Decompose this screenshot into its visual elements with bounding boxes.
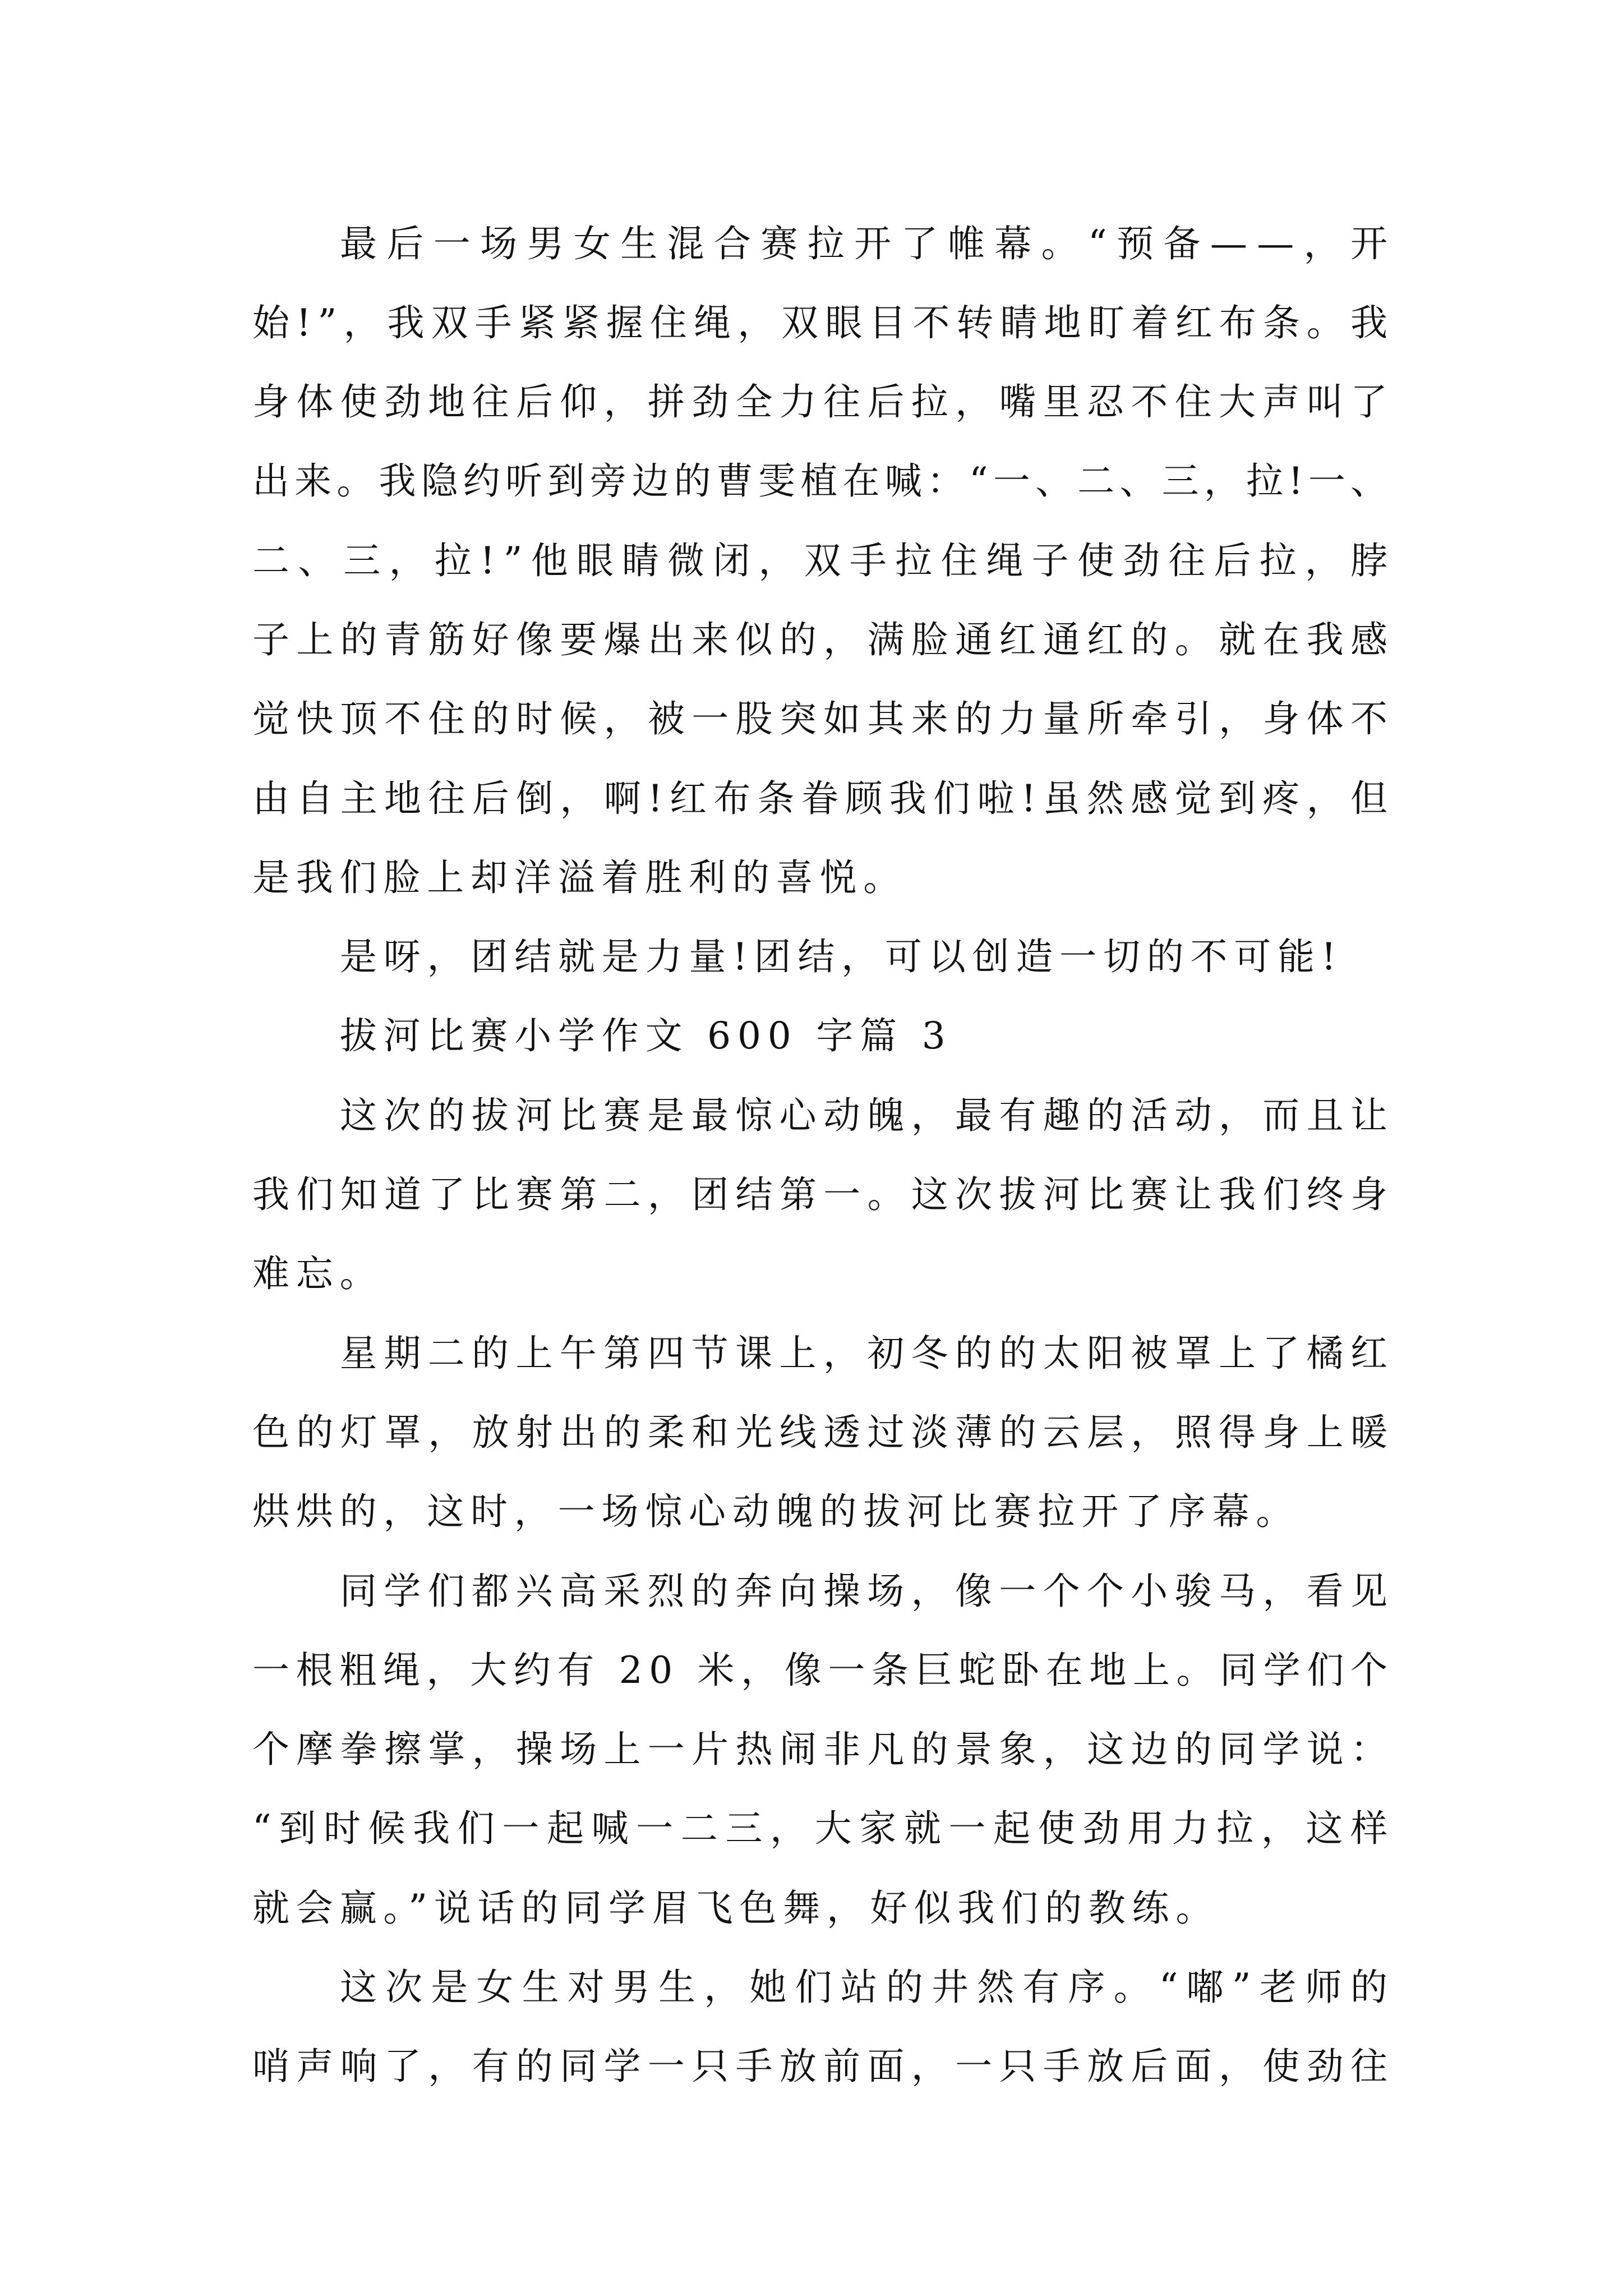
text-line: 烘烘的，这时，一场惊心动魄的拔河比赛拉开了序幕。 bbox=[252, 1490, 1300, 1534]
text-line: 星期二的上午第四节课上，初冬的的太阳被罩上了橘红 bbox=[340, 1331, 1395, 1375]
text-line: 这次的拔河比赛是最惊心动魄，最有趣的活动，而且让 bbox=[340, 1093, 1395, 1137]
text-line: 我们知道了比赛第二，团结第一。这次拔河比赛让我们终身 bbox=[252, 1173, 1395, 1217]
text-line: 色的灯罩，放射出的柔和光线透过淡薄的云层，照得身上暖 bbox=[252, 1410, 1395, 1454]
text-line: 是呀，团结就是力量!团结，可以创造一切的不可能! bbox=[340, 935, 1343, 979]
paragraph bbox=[252, 1948, 1396, 2106]
text-line: 始!”，我双手紧紧握住绳，双眼目不转睛地盯着红布条。我 bbox=[252, 301, 1395, 344]
text-line: 是我们脸上却洋溢着胜利的喜悦。 bbox=[252, 855, 907, 899]
text-line: 同学们都兴高采烈的奔向操场，像一个个小骏马，看见 bbox=[340, 1569, 1395, 1613]
section-heading bbox=[252, 996, 1387, 1075]
text-line: 二、三，拉!”他眼睛微闭，双手拉住绳子使劲往后拉，脖 bbox=[252, 539, 1396, 582]
paragraph bbox=[252, 1552, 1395, 1948]
text-line: 最后一场男女生混合赛拉开了帷幕。“预备——，开 bbox=[340, 222, 1398, 265]
text-line: 子上的青筋好像要爆出来似的，满脸通红通红的。就在我感 bbox=[252, 618, 1395, 661]
text-line: 由自主地往后倒，啊!红布条眷顾我们啦!虽然感觉到疼，但 bbox=[252, 776, 1395, 820]
text-line: “到时候我们一起喊一二三，大家就一起使劲用力拉，这样 bbox=[252, 1807, 1395, 1851]
text-line: 这次是女生对男生，她们站的井然有序。“嘟”老师的 bbox=[340, 1966, 1396, 2009]
section-heading-text: 拔河比赛小学作文 600 字篇 3 bbox=[340, 1014, 952, 1058]
text-line: 哨声响了，有的同学一只手放前面，一只手放后面，使劲往 bbox=[252, 2045, 1395, 2088]
text-line: 一根粗绳，大约有 20 米，像一条巨蛇卧在地上。同学们个 bbox=[252, 1648, 1394, 1692]
text-line: 出来。我隐约听到旁边的曹雯植在喊：“一、二、三，拉!一、 bbox=[252, 459, 1393, 503]
text-line: 难忘。 bbox=[252, 1252, 384, 1296]
text-line: 觉快顶不住的时候，被一股突如其来的力量所牵引，身体不 bbox=[252, 697, 1395, 741]
paragraph bbox=[252, 1076, 1395, 1314]
paragraph bbox=[252, 1314, 1395, 1552]
paragraph bbox=[252, 917, 1387, 996]
paragraph bbox=[252, 204, 1398, 918]
document-body bbox=[252, 204, 1398, 2106]
text-line: 身体使劲地往后仰，拼劲全力往后拉，嘴里忍不住大声叫了 bbox=[252, 380, 1395, 424]
text-line: 个摩拳擦掌，操场上一片热闹非凡的景象，这边的同学说： bbox=[252, 1728, 1395, 1772]
text-line: 就会赢。”说话的同学眉飞色舞，好似我们的教练。 bbox=[252, 1886, 1220, 1930]
